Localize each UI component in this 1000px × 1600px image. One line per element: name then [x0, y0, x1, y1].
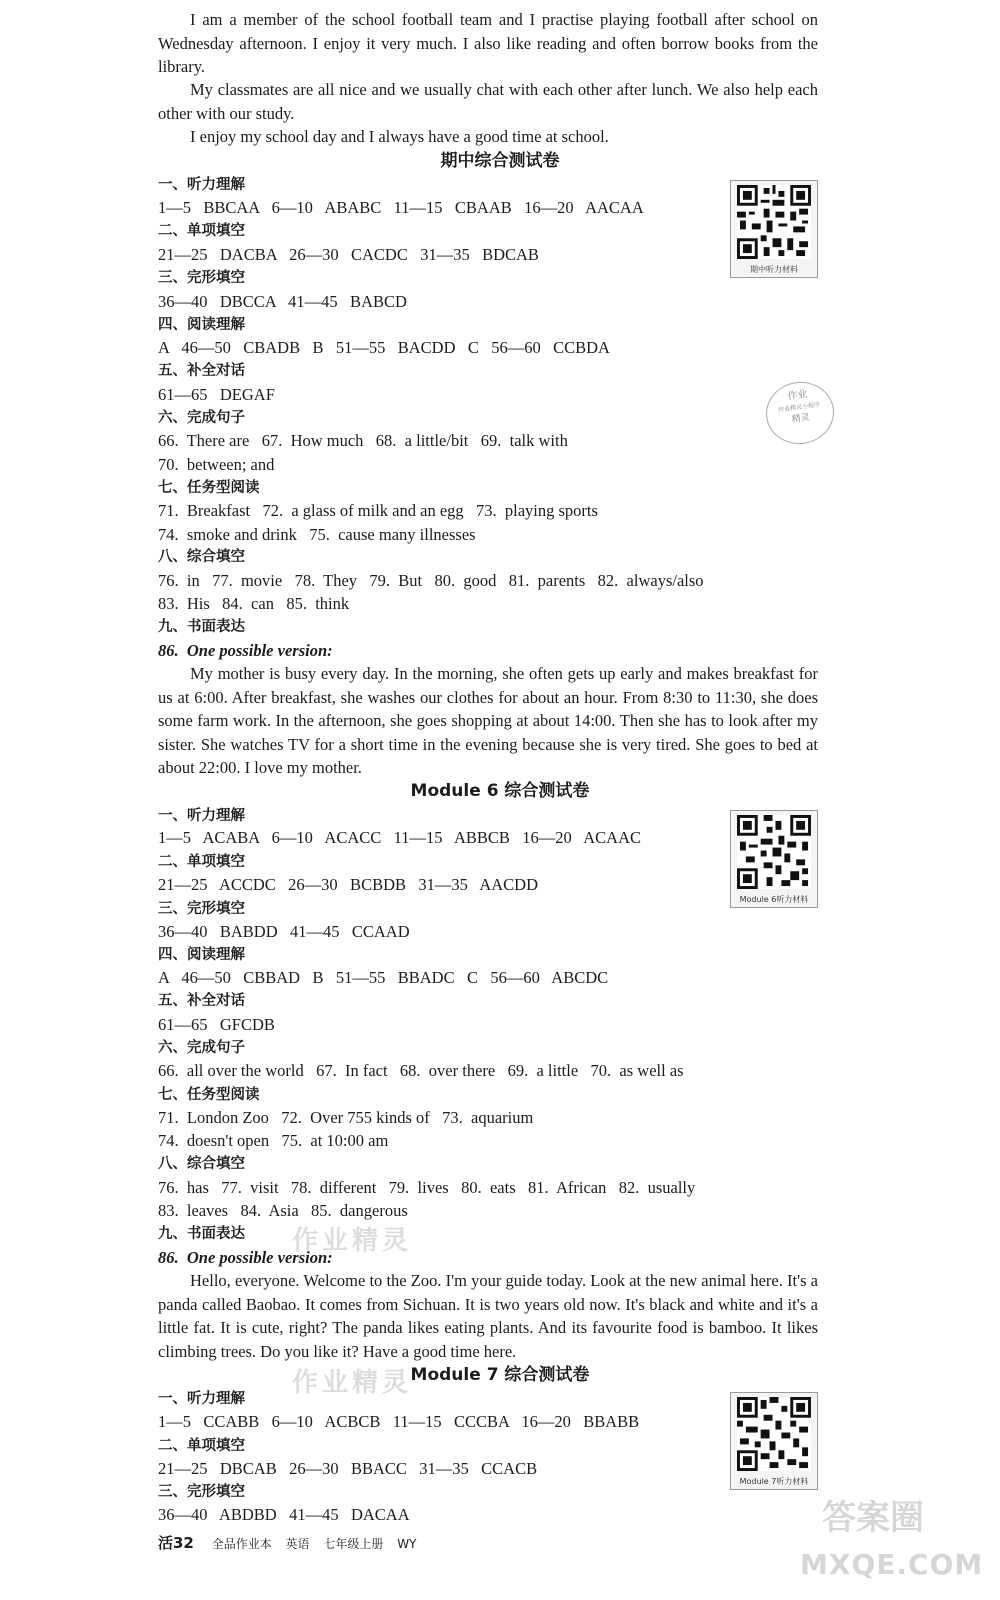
qr-code-icon	[737, 815, 811, 889]
answer-line: 66. all over the world 67. In fact 68. over there 69. a little 70. as well as	[158, 1061, 684, 1080]
answer-line: 71. Breakfast 72. a glass of milk and an egg 73. playing sports	[158, 501, 598, 520]
section-heading: 五、补全对话	[158, 363, 245, 379]
essay-label: 86. One possible version:	[158, 1248, 333, 1267]
section-heading: 八、综合填空	[158, 1156, 245, 1172]
section-heading: 七、任务型阅读	[158, 1087, 260, 1103]
section-heading: 七、任务型阅读	[158, 480, 260, 496]
qr-code-icon	[737, 1397, 811, 1471]
section-title-midterm: 期中综合测试卷	[440, 151, 560, 171]
watermark: 作业精灵	[292, 1368, 413, 1398]
section-title-module7: Module 7 综合测试卷	[410, 1365, 590, 1385]
answer-line: 21—25 DBCAB 26—30 BBACC 31—35 CCACB	[158, 1459, 538, 1478]
answer-line: 36—40 BABDD 41—45 CCAAD	[158, 922, 410, 941]
essay-label: 86. One possible version:	[158, 641, 333, 660]
section-heading: 二、单项填空	[158, 854, 245, 870]
section-heading: 九、书面表达	[158, 619, 245, 635]
page-footer	[158, 1532, 426, 1554]
section-heading: 二、单项填空	[158, 1438, 245, 1454]
qr-caption: Module 6听力材料	[739, 895, 809, 904]
section-heading: 八、综合填空	[158, 549, 245, 565]
answer-line: 21—25 DACBA 26—30 CACDC 31—35 BDCAB	[158, 245, 539, 264]
page-number: 活32	[158, 1534, 194, 1552]
section-title-module6: Module 6 综合测试卷	[410, 781, 590, 801]
section-heading: 六、完成句子	[158, 1040, 245, 1056]
qr-caption: Module 7听力材料	[739, 1477, 809, 1486]
answer-line: 70. between; and	[158, 455, 275, 474]
answer-line: 1—5 BBCAA 6—10 ABABC 11—15 CBAAB 16—20 AACAA	[158, 198, 644, 217]
section-heading: 三、完形填空	[158, 1484, 245, 1500]
book-name: 全品作业本	[211, 1537, 272, 1551]
answer-line: 83. leaves 84. Asia 85. dangerous	[158, 1201, 408, 1220]
section-heading: 三、完形填空	[158, 901, 245, 917]
qr-code-module7[interactable]	[730, 1392, 818, 1490]
section-heading: 四、阅读理解	[158, 947, 245, 963]
section-heading: 六、完成句子	[158, 410, 245, 426]
edition: WY	[397, 1537, 417, 1551]
answer-line: 36—40 ABDBD 41—45 DACAA	[158, 1505, 410, 1524]
section-heading: 九、书面表达	[158, 1226, 245, 1242]
subject: 英语	[285, 1537, 310, 1551]
paragraph-2: My classmates are all nice and we usually chat with each other after lunch. We also help each other with our study.	[158, 80, 818, 123]
watermark: 作业精灵	[292, 1226, 413, 1256]
qr-code-midterm[interactable]	[730, 180, 818, 278]
section-heading: 一、听力理解	[158, 177, 245, 193]
answer-line: A 46—50 CBBAD B 51—55 BBADC C 56—60 ABCDC	[158, 968, 609, 987]
answer-line: 74. smoke and drink 75. cause many illnesses	[158, 525, 476, 544]
corner-watermark-logo: 答案圈	[822, 1498, 924, 1538]
qr-code-module6[interactable]	[730, 810, 818, 908]
answer-line: 61—65 DEGAF	[158, 385, 275, 404]
section-heading: 二、单项填空	[158, 223, 245, 239]
essay-text: My mother is busy every day. In the morning, she often gets up early and makes breakfast for us at 6:00. After breakfast, she washes our clothes for about an hour. From 8:30 to 11:30, she does some farm work. In the afternoon, she goes shopping at about 14:00. Then she has to look after my sister. She watches TV for a short time in the evening because she is very tired. She goes to bed at about 22:00. I love my mother.	[158, 664, 818, 777]
grade: 七年级上册	[323, 1537, 384, 1551]
answer-line: 36—40 DBCCA 41—45 BABCD	[158, 292, 407, 311]
answer-line: 1—5 CCABB 6—10 ACBCB 11—15 CCCBA 16—20 BBABB	[158, 1412, 640, 1431]
answer-line: A 46—50 CBADB B 51—55 BACDD C 56—60 CCBDA	[158, 338, 610, 357]
section-heading: 五、补全对话	[158, 993, 245, 1009]
stamp-seal: 作业 作业精灵小程序 精灵	[762, 378, 838, 449]
section-heading: 一、听力理解	[158, 1391, 245, 1407]
answer-line: 74. doesn't open 75. at 10:00 am	[158, 1131, 389, 1150]
section-heading: 三、完形填空	[158, 270, 245, 286]
answer-line: 76. has 77. visit 78. different 79. lives 80. eats 81. African 82. usually	[158, 1178, 696, 1197]
section-heading: 一、听力理解	[158, 808, 245, 824]
answer-line: 71. London Zoo 72. Over 755 kinds of 73. aquarium	[158, 1108, 534, 1127]
answer-line: 66. There are 67. How much 68. a little/bit 69. talk with	[158, 431, 568, 450]
answer-line: 21—25 ACCDC 26—30 BCBDB 31—35 AACDD	[158, 875, 539, 894]
paragraph-3: I enjoy my school day and I always have a good time at school.	[190, 127, 609, 146]
answer-line: 1—5 ACABA 6—10 ACACC 11—15 ABBCB 16—20 ACAAC	[158, 828, 642, 847]
answer-line: 76. in 77. movie 78. They 79. But 80. good 81. parents 82. always/also	[158, 571, 704, 590]
corner-watermark-site: MXQE.COM	[800, 1548, 984, 1581]
section-heading: 四、阅读理解	[158, 317, 245, 333]
essay-text: Hello, everyone. Welcome to the Zoo. I'm your guide today. Look at the new animal here. It's a panda called Baobao. It comes from Sichuan. It is two years old now. It's black and white and it's a little fat. It is cute, right? The panda likes eating plants. And its favourite food is bamboo. It likes climbing trees. Do you like it? Have a good time here.	[158, 1271, 818, 1361]
qr-caption: 期中听力材料	[750, 265, 798, 274]
answer-line: 83. His 84. can 85. think	[158, 594, 350, 613]
paragraph-1: I am a member of the school football team and I practise playing football after school on Wednesday afternoon. I enjoy it very much. I also like reading and often borrow books from the library.	[158, 10, 818, 76]
answer-line: 61—65 GFCDB	[158, 1015, 275, 1034]
qr-code-icon	[737, 185, 811, 259]
